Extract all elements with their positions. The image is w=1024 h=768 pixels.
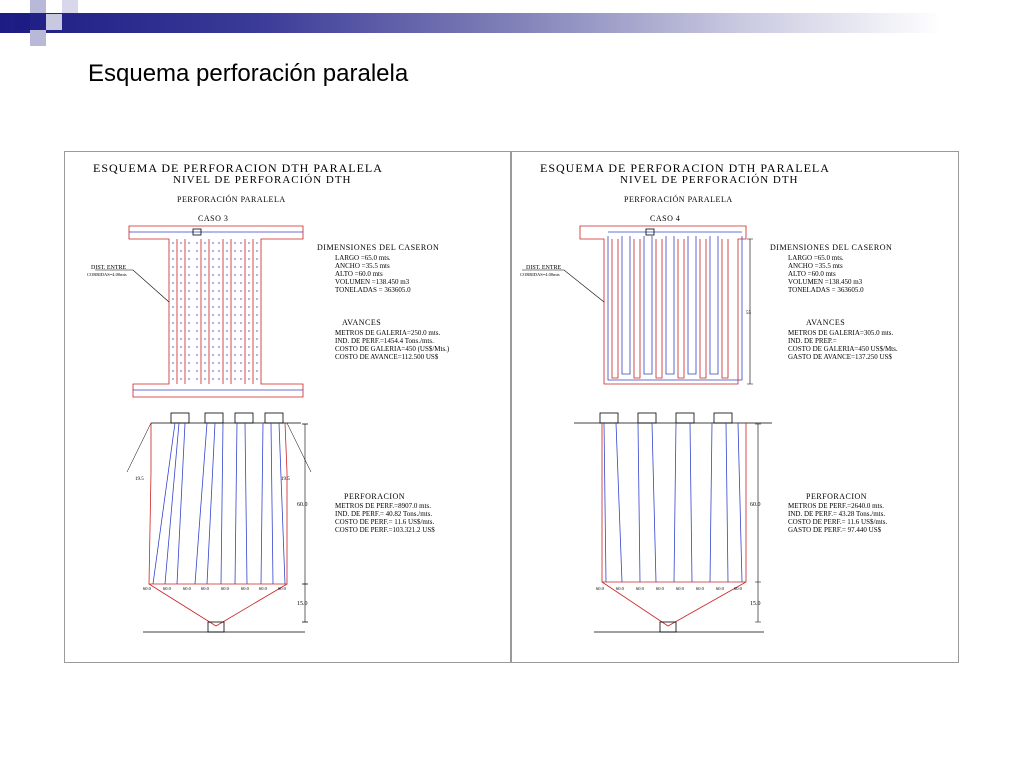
drilling-scheme-panel-caso-4	[511, 151, 959, 663]
spacing-label: 60.0	[278, 586, 286, 591]
avances-heading: AVANCES	[806, 318, 846, 327]
dimensions-lines	[335, 254, 411, 294]
dist-value: CORRIDAS=4.00mts	[87, 272, 127, 277]
cad-drawing-caso-4	[512, 152, 959, 664]
avances-lines	[788, 329, 898, 361]
perforacion-heading: PERFORACION	[806, 492, 868, 501]
panel-subtitle-level: NIVEL DE PERFORACIÓN DTH	[173, 174, 352, 186]
panel-title: ESQUEMA DE PERFORACION DTH PARALELA	[93, 161, 383, 175]
dimension-line: LARGO =65.0 mts.	[335, 254, 391, 262]
dimensions-heading: DIMENSIONES DEL CASERON	[770, 243, 893, 252]
case-label: CASO 3	[198, 214, 229, 223]
side-dimension-left: 19.5	[135, 477, 144, 482]
side-dimension: 55	[746, 311, 751, 316]
dimensions-heading: DIMENSIONES DEL CASERON	[317, 243, 440, 252]
cad-drawing-caso-3	[65, 152, 512, 664]
perforacion-line: METROS DE PERF.=8907.0 mts.	[335, 502, 431, 510]
side-dimension-right: 19.5	[281, 477, 290, 482]
perforacion-line: METROS DE PERF.=2640.0 mts.	[788, 502, 884, 510]
spacing-label: 60.0	[734, 586, 742, 591]
height-dimension: 60.0	[750, 502, 761, 508]
bottom-dimension: 15.0	[297, 601, 308, 607]
dimension-line: TONELADAS = 363605.0	[335, 286, 411, 294]
case-label: CASO 4	[650, 214, 681, 223]
perforacion-line: COSTO DE PERF.= 11.6 US$/mts.	[335, 518, 435, 526]
perforacion-heading: PERFORACION	[344, 492, 406, 501]
dimension-line: ALTO =60.0 mts	[788, 270, 836, 278]
perforacion-lines	[335, 502, 435, 534]
dimension-line: ALTO =60.0 mts	[335, 270, 383, 278]
spacing-label: 60.0	[143, 586, 151, 591]
perforacion-line: IND. DE PERF.= 43.28 Tons./mts.	[788, 510, 886, 518]
spacing-label: 60.0	[201, 586, 209, 591]
perforacion-line: IND. DE PERF.= 40.82 Tons./mts.	[335, 510, 433, 518]
plan-view	[129, 226, 303, 397]
spacing-label: 60.0	[676, 586, 684, 591]
perforacion-line: COSTO DE PERF.= 11.6 US$/mts.	[788, 518, 888, 526]
dist-value: CORRIDAS=4.00mts	[520, 272, 560, 277]
bottom-dimension: 15.0	[750, 601, 761, 607]
dist-label: DIST. ENTRE	[526, 265, 562, 271]
spacing-label: 60.0	[183, 586, 191, 591]
plan-view	[580, 226, 753, 384]
panel-title: ESQUEMA DE PERFORACION DTH PARALELA	[540, 161, 830, 175]
dimension-line: LARGO =65.0 mts.	[788, 254, 844, 262]
dimension-line: ANCHO =35.5 mts	[335, 262, 390, 270]
slide-title: Esquema perforación paralela	[88, 60, 409, 87]
spacing-label: 60.0	[163, 586, 171, 591]
drilling-type-label: PERFORACIÓN PARALELA	[177, 195, 286, 204]
avance-line: COSTO DE GALERIA=450 US$/Mts.	[788, 345, 898, 353]
perforacion-lines	[788, 502, 888, 534]
avances-heading: AVANCES	[342, 318, 382, 327]
avances-lines	[335, 329, 450, 361]
drilling-scheme-panel-caso-3	[64, 151, 511, 663]
dimensions-lines	[788, 254, 864, 294]
dist-label: DIST. ENTRE	[91, 265, 127, 271]
title-decoration-square	[46, 14, 62, 30]
spacing-label: 60.0	[656, 586, 664, 591]
dimension-line: TONELADAS = 363605.0	[788, 286, 864, 294]
avance-line: IND. DE PREP.=	[788, 337, 837, 345]
avance-line: GASTO DE AVANCE=137.250 US$	[788, 353, 892, 361]
perforacion-line: COSTO DE PERF.=103.321.2 US$	[335, 526, 435, 534]
drilling-type-label: PERFORACIÓN PARALELA	[624, 195, 733, 204]
dimension-line: VOLUMEN =138.450 m3	[335, 278, 410, 286]
spacing-label: 60.0	[221, 586, 229, 591]
spacing-label: 60.0	[616, 586, 624, 591]
spacing-label: 60.0	[696, 586, 704, 591]
header-gradient-bar	[0, 13, 1024, 33]
title-decoration-square	[30, 0, 46, 14]
avance-line: METROS DE GALERIA=305.0 mts.	[788, 329, 894, 337]
spacing-label: 60.0	[241, 586, 249, 591]
title-decoration-square	[30, 30, 46, 46]
title-decoration-square	[62, 0, 78, 14]
bottom-spacing-labels	[143, 586, 287, 591]
spacing-label: 60.0	[636, 586, 644, 591]
spacing-label: 60.0	[716, 586, 724, 591]
avance-line: COSTO DE AVANCE=112.500 US$	[335, 353, 439, 361]
spacing-label: 60.0	[259, 586, 267, 591]
section-view	[574, 413, 772, 632]
title-decoration-square	[14, 14, 30, 30]
perforacion-line: GASTO DE PERF.= 97.440 US$	[788, 526, 882, 534]
section-view	[127, 413, 311, 632]
panel-subtitle-level: NIVEL DE PERFORACIÓN DTH	[620, 174, 799, 186]
avance-line: METROS DE GALERIA=250.0 mts.	[335, 329, 441, 337]
height-dimension: 60.0	[297, 502, 308, 508]
dimension-line: ANCHO =35.5 mts	[788, 262, 843, 270]
spacing-label: 60.0	[596, 586, 604, 591]
bottom-spacing-labels	[596, 586, 743, 591]
avance-line: COSTO DE GALERIA=450 (US$/Mts.)	[335, 345, 450, 353]
dimension-line: VOLUMEN =138.450 m3	[788, 278, 863, 286]
avance-line: IND. DE PERF.=1454.4 Tons./mts.	[335, 337, 434, 345]
